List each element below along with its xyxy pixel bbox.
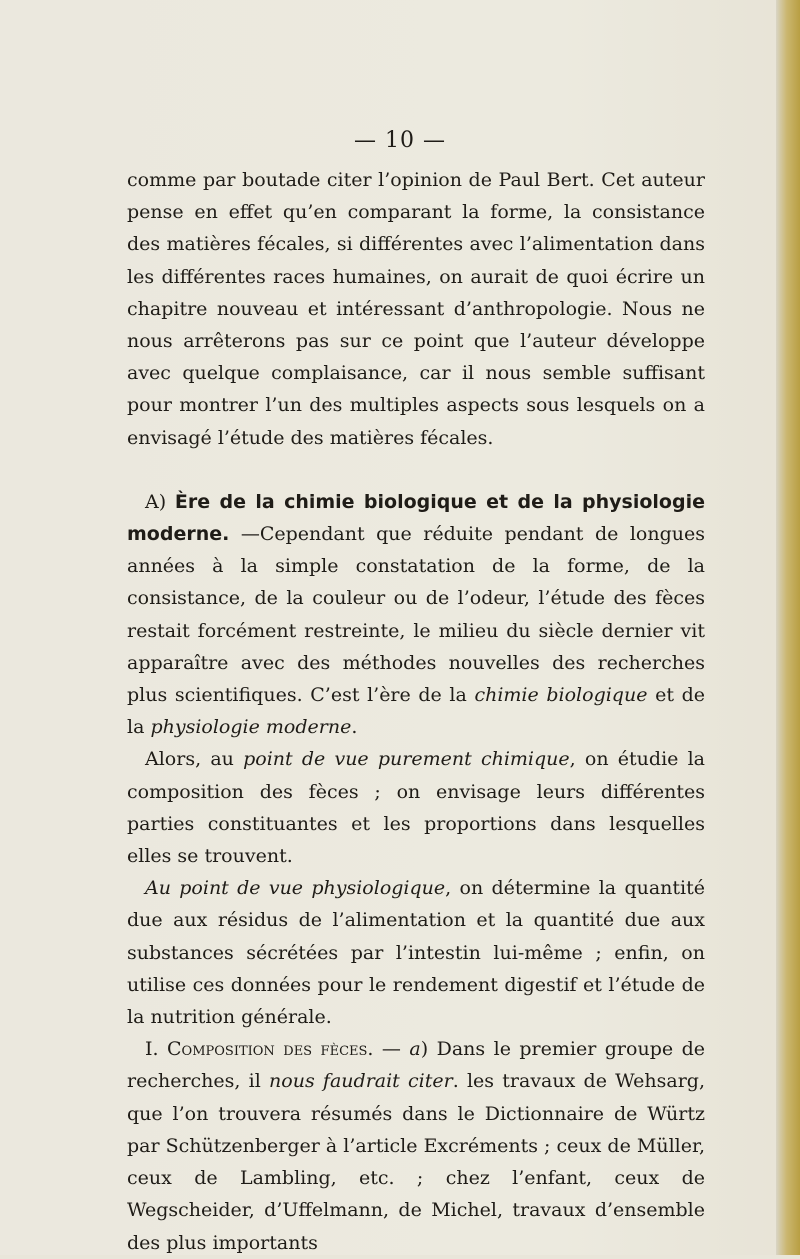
paragraph-4 bbox=[127, 872, 705, 1033]
paragraph-3-text-2: , on étudie la composition des fèces ; on envisage leurs différentes parties constituantes et les proportions dans lesquelles elles se trouvent. bbox=[127, 748, 705, 868]
paragraph-1 bbox=[127, 164, 705, 454]
body-text bbox=[127, 164, 705, 1259]
paragraph-1-text: comme par boutade citer l’opinion de Paul Bert. Cet auteur pense en effet qu’en comparant la forme, la consistance des matières fécales, si différentes avec l’alimentation dans les différentes races humaines, on aurait de quoi écrire un chapitre nouveau et intéressant d’anthropologie. Nous ne nous arrêterons pas sur ce point que l’auteur développe avec quelque complaisance, car il nous semble suffisant pour montrer l’un des multiples aspects sous lesquels on a envisagé l’étude des matières fécales. bbox=[127, 169, 705, 449]
paragraph-2 bbox=[127, 486, 705, 744]
italic-point-de-vue-physiologique: Au point de vue physiologique bbox=[145, 877, 446, 900]
composition-heading: Composition des fèces. bbox=[167, 1038, 374, 1061]
page-edge bbox=[776, 0, 800, 1255]
paragraph-2-text-3: . bbox=[351, 716, 358, 739]
paragraph-2-text-2: et de la bbox=[127, 684, 705, 739]
italic-point-de-vue-chimique: point de vue purement chimique bbox=[243, 748, 570, 771]
italic-a: a bbox=[409, 1038, 421, 1061]
paragraph-spacer bbox=[127, 454, 705, 486]
paragraph-5-text-1: — bbox=[373, 1038, 410, 1061]
italic-nous-faudrait-citer: nous faudrait citer bbox=[269, 1070, 453, 1093]
paragraph-2-text-1: —Cependant que réduite pendant de longues années à la simple constatation de la forme, de la consistance, de la couleur ou de l’odeur, l’étude des fèces restait forcément restreinte, le milieu du siècle dernier vit apparaître avec des méthodes nouvelles des recherches plus scientifiques. C’est l’ère de la bbox=[127, 523, 705, 707]
subsection-label: I. bbox=[145, 1038, 168, 1061]
section-label: A) bbox=[145, 490, 175, 513]
paragraph-3-text-1: Alors, au bbox=[145, 748, 244, 771]
italic-chimie-biologique: chimie biologique bbox=[474, 684, 648, 707]
paragraph-3 bbox=[127, 743, 705, 872]
paragraph-4-text: , on détermine la quantité due aux résidus de l’alimentation et la quantité due aux substances sécrétées par l’intestin lui-même ; enfin, on utilise ces données pour le rendement digestif et l’étude de la nutrition générale. bbox=[127, 877, 705, 1029]
page-number: — 10 — bbox=[354, 128, 446, 153]
paragraph-5 bbox=[127, 1033, 705, 1258]
paragraph-5-text-3: . les travaux de Wehsarg, que l’on trouvera résumés dans le Dictionnaire de Würtz par Schützenberger à l’article Excréments ; ceux de Müller, ceux de Lambling, etc. ; chez l’enfant, ceux de Wegscheider, d’Uffelmann, de Michel, travaux d’ensemble des plus importants bbox=[127, 1070, 705, 1254]
section-heading: Ère de la chimie biologique et de la physiologie moderne. bbox=[127, 490, 705, 546]
paragraph-5-text-2: ) Dans le premier groupe de recherches, il bbox=[127, 1038, 705, 1093]
italic-physiologie-moderne: physiologie moderne bbox=[150, 716, 352, 739]
